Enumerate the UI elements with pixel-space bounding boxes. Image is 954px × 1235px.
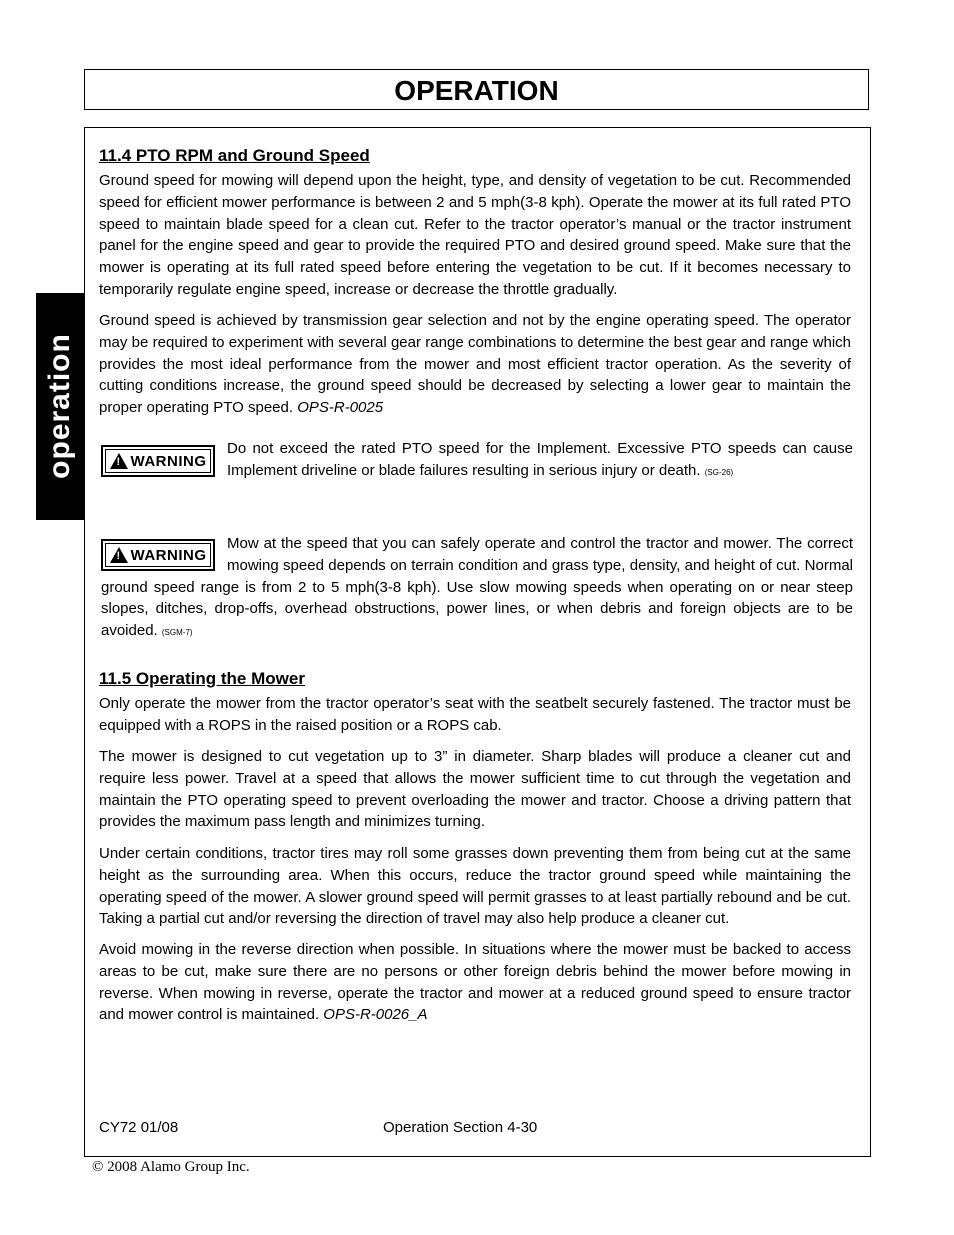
- side-section-tab: [36, 293, 84, 520]
- warning-badge: [101, 445, 215, 477]
- warning-triangle-icon: [110, 453, 128, 469]
- section-title-11-5: 11.5 Operating the Mower: [99, 669, 305, 688]
- reference-code: OPS-R-0025: [297, 399, 384, 417]
- paragraph: [99, 746, 851, 833]
- warning-badge-label: WARNING: [130, 546, 207, 564]
- warning-message: Mow at the speed that you can safely operate and control the tractor and mower. The correct mowing speed depends on terrain condition and grass type, density, and height of cut. Normal ground speed range is from 2 to 5 mph(3-8 kph). Use slow mowing speeds when operating on or near steep slopes, ditches, drop-offs, overhead obstructions, power lines, or when debris and foreign objects are to be avoided.: [101, 535, 853, 640]
- warning-text: [101, 533, 853, 644]
- paragraph-text: Under certain conditions, tractor tires may roll some grasses down preventing them from being cut at the same height as the surrounding area. When this occurs, reduce the tractor ground speed while maintaining the operating speed of the mower. A slower ground speed will permit grasses to at least partially rebound and be cut. Taking a partial cut and/or reversing the direction of travel may also help produce a cleaner cut.: [99, 845, 851, 928]
- footer-doc-id: CY72 01/08: [99, 1119, 179, 1136]
- warning-code: (SG-26): [704, 467, 734, 477]
- page-header: [84, 69, 869, 110]
- warning-message: Do not exceed the rated PTO speed for the Implement. Excessive PTO speeds can cause Implement driveline or blade failures resulting in serious injury or death.: [227, 440, 853, 479]
- paragraph: [99, 693, 851, 737]
- paragraph: [99, 843, 851, 930]
- section-title-11-4: 11.4 PTO RPM and Ground Speed: [99, 146, 370, 165]
- paragraph-text: Avoid mowing in the reverse direction when possible. In situations where the mower must be backed to access areas to be cut, make sure there are no persons or other foreign debris behind the mower before mowing in reverse. When mowing in reverse, operate the tractor and mower at a reduced ground speed to ensure tractor and mower control is maintained.: [99, 941, 851, 1024]
- side-tab-label: operation: [43, 333, 76, 479]
- footer-page-label: Operation Section 4-30: [383, 1119, 538, 1136]
- paragraph: [99, 939, 851, 1026]
- warning-badge-label: WARNING: [130, 452, 207, 470]
- paragraph-text: Ground speed is achieved by transmission gear selection and not by the engine operating speed. The operator may be required to experiment with several gear range combinations to determine the best gear and range which provides the most ideal performance from the mower and most efficient tractor operation. As the severity of cutting conditions increase, the ground speed should be decreased by selecting a lower gear to maintain the proper operating PTO speed.: [99, 312, 851, 417]
- paragraph-text: The mower is designed to cut vegetation up to 3” in diameter. Sharp blades will produce a cleaner cut and require less power. Travel at a speed that allows the mower sufficient time to cut through the vegetation and maintain the PTO operating speed to prevent overloading the mower and tractor. Choose a driving pattern that provides the maximum pass length and minimizes turning.: [99, 748, 851, 831]
- copyright-notice: © 2008 Alamo Group Inc.: [92, 1159, 250, 1175]
- paragraph-text: Ground speed for mowing will depend upon the height, type, and density of vegetation to be cut. Recommended speed for efficient mower performance is between 2 and 5 mph(3-8 kph). Operate the mower at its full rated PTO speed to maintain blade speed for a clean cut. Refer to the tractor operator’s manual or the tractor instrument panel for the engine speed and gear to provide the required PTO and desired ground speed. Make sure that the mower is operating at its full rated speed before entering the vegetation to be cut. If it becomes necessary to temporarily regulate engine speed, increase or decrease the throttle gradually.: [99, 172, 851, 298]
- warning-text: [227, 438, 853, 484]
- warning-code: (SGM-7): [161, 628, 193, 638]
- paragraph: [99, 310, 851, 419]
- page-header-title: OPERATION: [394, 75, 559, 106]
- reference-code: OPS-R-0026_A: [323, 1006, 428, 1024]
- paragraph: [99, 170, 851, 301]
- paragraph-text: Only operate the mower from the tractor operator’s seat with the seatbelt securely fastened. The tractor must be equipped with a ROPS in the raised position or a ROPS cab.: [99, 695, 851, 734]
